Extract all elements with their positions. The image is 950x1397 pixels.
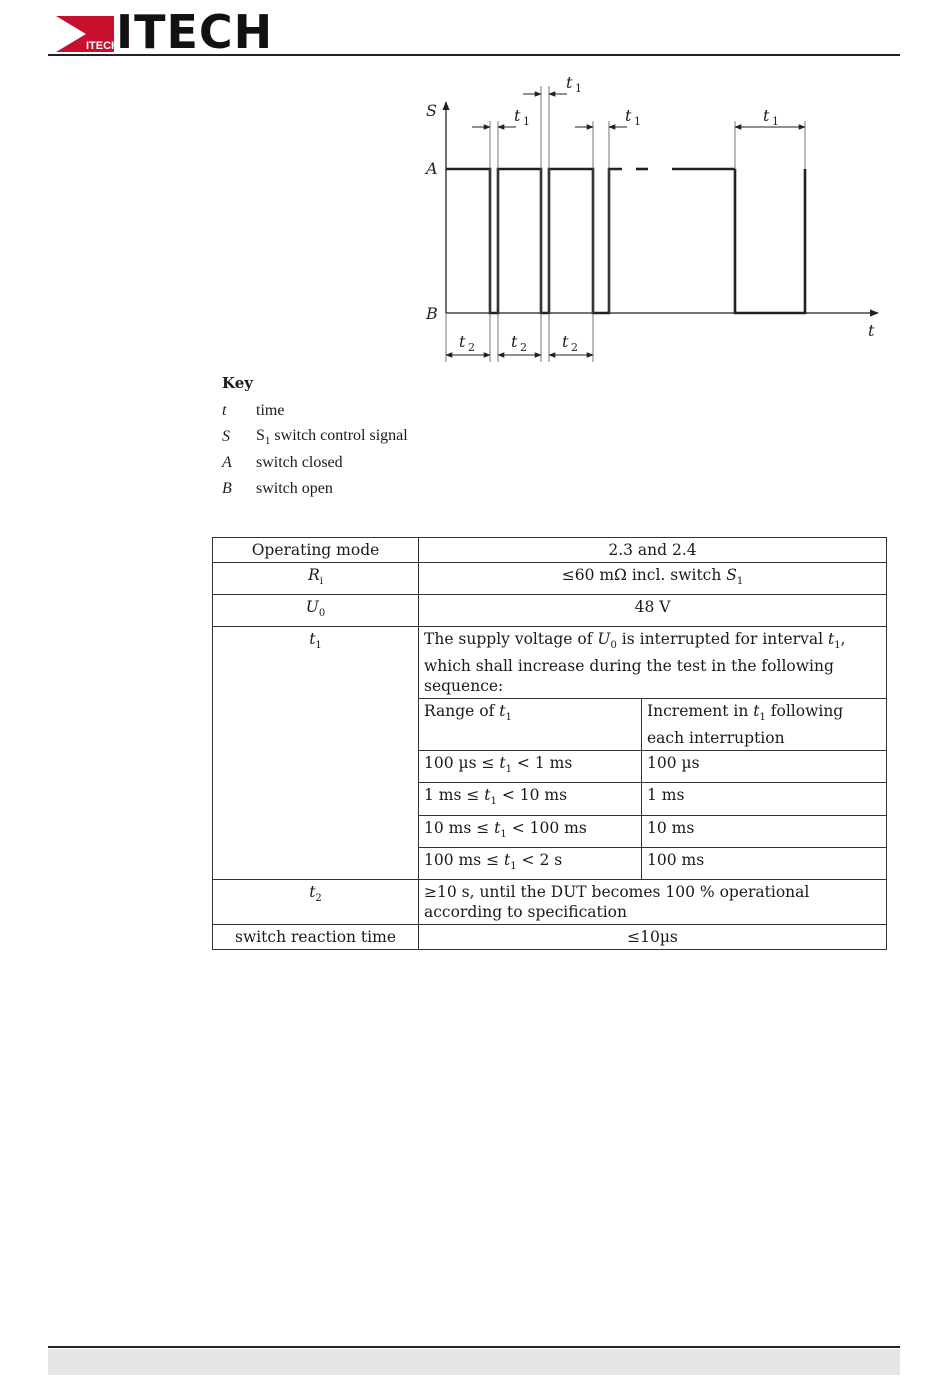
itech-logo-mark-icon xyxy=(56,14,119,52)
key-item xyxy=(222,476,622,502)
ri-value: ≤60 mΩ incl. switch $S_1$ xyxy=(419,563,887,595)
table-row xyxy=(213,924,887,949)
key-symbol: S xyxy=(222,428,230,445)
u0-label: $U_0$ xyxy=(213,595,419,627)
table-row xyxy=(213,595,887,627)
header-rule xyxy=(48,54,900,56)
range-cell: 100 $\mu s \le t_1 < 1$ ms xyxy=(419,751,642,783)
table-row xyxy=(419,699,886,751)
logo-wordmark: ITECH xyxy=(116,5,274,59)
svg-text:1: 1 xyxy=(575,82,582,95)
t1-label: t xyxy=(566,73,573,92)
page-header xyxy=(48,5,900,59)
key-description: time xyxy=(256,402,285,419)
table-row xyxy=(213,563,887,595)
t1-label: t xyxy=(625,106,632,125)
switch-reaction-label: switch reaction time xyxy=(213,924,419,949)
svg-text:1: 1 xyxy=(634,115,641,128)
svg-text:1: 1 xyxy=(523,115,530,128)
t1-description: The supply voltage of $U_0$ is interrupted for interval $t_1$, which shall increase during the test in the following sequence: xyxy=(424,630,846,696)
diagram-key xyxy=(222,374,622,502)
key-description: switch closed xyxy=(256,454,343,471)
timing-diagram xyxy=(410,66,890,366)
logo-sub-text: ITECH xyxy=(86,40,119,52)
table-row xyxy=(419,815,886,847)
increment-cell: 100 µs xyxy=(642,751,887,783)
key-symbol: B xyxy=(222,480,232,497)
level-b-label: B xyxy=(426,304,438,323)
increment-cell: 100 ms xyxy=(642,847,887,879)
level-a-label: A xyxy=(426,159,438,178)
timing-diagram-svg xyxy=(410,66,890,366)
table-row xyxy=(419,751,886,783)
key-title: Key xyxy=(222,374,253,392)
waveform-segment-1 xyxy=(446,169,622,313)
range-cell: 1 ms ≤ $t_1 < 10$ ms xyxy=(419,783,642,815)
t1-sequence-table xyxy=(419,698,886,878)
key-symbol: t xyxy=(222,402,227,419)
key-item xyxy=(222,450,622,476)
u0-value: 48 V xyxy=(419,595,887,627)
t2-label: t xyxy=(459,332,466,351)
y-axis-label: S xyxy=(426,101,437,120)
table-row xyxy=(419,847,886,879)
key-description: switch open xyxy=(256,480,333,497)
increment-cell: 1 ms xyxy=(642,783,887,815)
t2-label: t xyxy=(511,332,518,351)
t1-label: t xyxy=(514,106,521,125)
range-cell: 10 ms ≤ $t_1 < 100$ ms xyxy=(419,815,642,847)
key-description: $S_1$ switch control signal xyxy=(256,426,408,448)
increment-header: Increment in $t_1$ following each interruption xyxy=(642,699,887,751)
table-row xyxy=(213,879,887,924)
key-item xyxy=(222,398,622,424)
svg-text:1: 1 xyxy=(772,115,779,128)
x-axis-label: t xyxy=(868,321,875,340)
table-row xyxy=(213,538,887,563)
op-mode-label: Operating mode xyxy=(213,538,419,563)
range-header: Range of $t_1$ xyxy=(419,699,642,751)
t1-row-label: $t_1$ xyxy=(213,627,419,880)
key-item xyxy=(222,424,622,450)
itech-logo xyxy=(56,5,274,59)
svg-text:2: 2 xyxy=(468,341,475,354)
key-symbol: A xyxy=(222,454,232,471)
table-row xyxy=(419,783,886,815)
footer-band xyxy=(48,1349,900,1375)
range-cell: 100 ms ≤ $t_1 < 2$ s xyxy=(419,847,642,879)
ri-label: $R_i$ xyxy=(213,563,419,595)
op-mode-value: 2.3 and 2.4 xyxy=(419,538,887,563)
table-row xyxy=(213,627,887,880)
switch-reaction-value: ≤10µs xyxy=(419,924,887,949)
t1-row-content xyxy=(419,627,887,880)
waveform-segment-2 xyxy=(735,169,805,313)
increment-cell: 10 ms xyxy=(642,815,887,847)
svg-text:2: 2 xyxy=(571,341,578,354)
t1-label: t xyxy=(763,106,770,125)
footer-rule xyxy=(48,1346,900,1348)
svg-text:2: 2 xyxy=(520,341,527,354)
test-parameters-table xyxy=(212,537,887,950)
t2-label: $t_2$ xyxy=(213,879,419,924)
t2-label: t xyxy=(562,332,569,351)
t2-value: ≥10 s, until the DUT becomes 100 % operational according to specification xyxy=(419,879,887,924)
